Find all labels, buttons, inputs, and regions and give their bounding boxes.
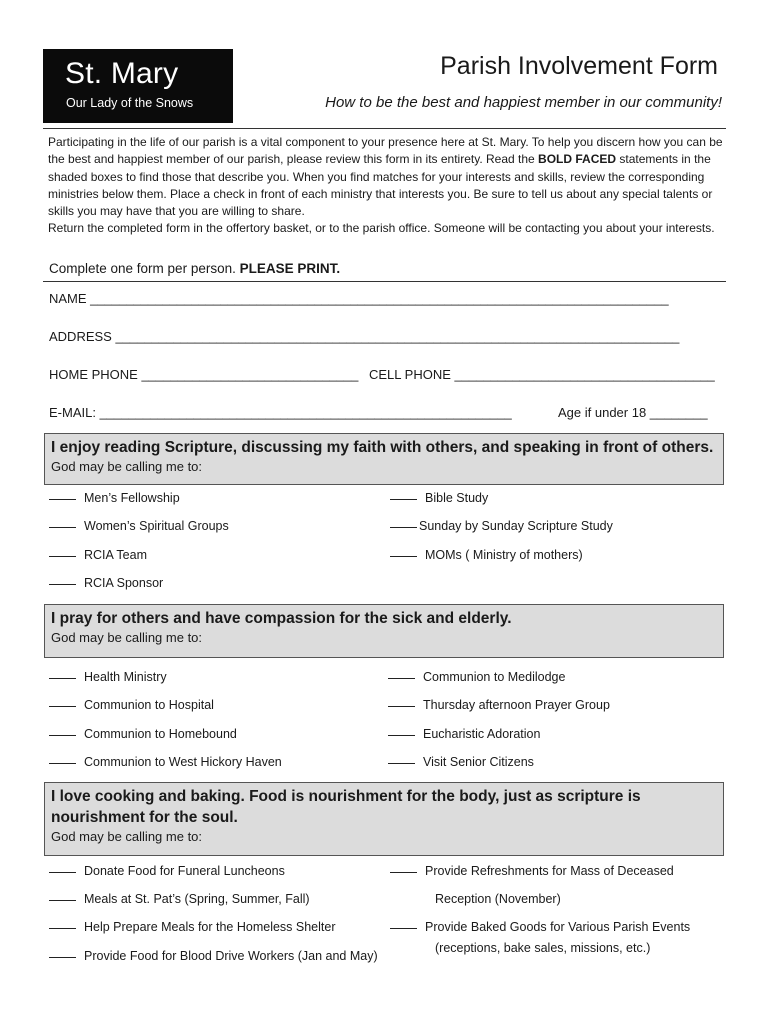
check-blank[interactable] bbox=[49, 499, 76, 500]
section-scripture bbox=[44, 433, 724, 485]
ministry-label: Communion to Medilodge bbox=[423, 670, 566, 684]
bold-faced-label: BOLD FACED bbox=[538, 152, 617, 167]
check-blank[interactable] bbox=[49, 900, 76, 901]
ministry-item[interactable] bbox=[49, 576, 163, 590]
intro-paragraph-1 bbox=[48, 134, 728, 220]
ministry-item[interactable] bbox=[49, 949, 378, 963]
section-prayer bbox=[44, 604, 724, 658]
ministry-label-continuation: Reception (November) bbox=[435, 892, 561, 906]
parish-logo-box bbox=[43, 49, 233, 123]
ministry-item[interactable] bbox=[388, 727, 540, 741]
cell-phone-field[interactable]: CELL PHONE ____________________________________ bbox=[369, 367, 715, 382]
form-subtitle: How to be the best and happiest member in our community! bbox=[325, 94, 722, 111]
check-blank[interactable] bbox=[49, 735, 76, 736]
ministry-label: Communion to Hospital bbox=[84, 698, 214, 712]
check-blank[interactable] bbox=[49, 527, 76, 528]
check-blank[interactable] bbox=[49, 928, 76, 929]
check-blank[interactable] bbox=[388, 706, 415, 707]
ministry-label: Provide Baked Goods for Various Parish Events bbox=[425, 920, 691, 934]
intro-text bbox=[48, 134, 728, 238]
ministry-label: Bible Study bbox=[425, 491, 489, 505]
ministry-item[interactable] bbox=[390, 548, 583, 562]
ministry-item[interactable] bbox=[49, 670, 167, 684]
check-blank[interactable] bbox=[390, 872, 417, 873]
ministry-item[interactable] bbox=[49, 755, 282, 769]
ministry-label: Health Ministry bbox=[84, 670, 167, 684]
ministry-label: Provide Refreshments for Mass of Deceased bbox=[425, 864, 674, 878]
check-blank[interactable] bbox=[390, 499, 417, 500]
ministry-label: Communion to Homebound bbox=[84, 727, 237, 741]
one-form-note bbox=[49, 261, 340, 276]
section-subtitle: God may be calling me to: bbox=[51, 630, 203, 645]
check-blank[interactable] bbox=[49, 763, 76, 764]
ministry-item[interactable] bbox=[49, 920, 336, 934]
name-field[interactable]: NAME ________________________________________________________________________________ bbox=[49, 291, 669, 306]
ministry-item[interactable] bbox=[388, 698, 610, 712]
check-blank[interactable] bbox=[49, 584, 76, 585]
home-phone-field[interactable]: HOME PHONE ______________________________ bbox=[49, 367, 359, 382]
ministry-label: Provide Food for Blood Drive Workers (Jan and May) bbox=[84, 949, 378, 963]
form-title: Parish Involvement Form bbox=[440, 52, 718, 80]
ministry-label: Donate Food for Funeral Luncheons bbox=[84, 864, 285, 878]
check-blank[interactable] bbox=[390, 527, 417, 528]
check-blank[interactable] bbox=[388, 735, 415, 736]
ministry-item[interactable] bbox=[388, 755, 534, 769]
check-blank[interactable] bbox=[49, 872, 76, 873]
ministry-item[interactable] bbox=[390, 920, 690, 934]
check-blank[interactable] bbox=[390, 928, 417, 929]
check-blank[interactable] bbox=[388, 678, 415, 679]
intro-divider bbox=[43, 281, 726, 282]
parish-subtitle: Our Lady of the Snows bbox=[66, 96, 194, 110]
check-blank[interactable] bbox=[49, 706, 76, 707]
ministry-label: Help Prepare Meals for the Homeless Shelter bbox=[84, 920, 336, 934]
ministry-label: Visit Senior Citizens bbox=[423, 755, 534, 769]
section-title: I pray for others and have compassion for the sick and elderly. bbox=[51, 610, 512, 627]
section-cooking bbox=[44, 782, 724, 856]
intro-text-a: Participating in the life of our parish is a vital component to your presence here at St. Mary. To help you discern how you can be the best and happiest member of our parish, please review this form in its entirety. Read the bbox=[48, 135, 723, 167]
ministry-item[interactable] bbox=[49, 864, 285, 878]
section-subtitle: God may be calling me to: bbox=[51, 459, 203, 474]
intro-text-b: statements in the shaded boxes to find those that describe you. When you find matches for your interests and skills, review the corresponding ministries below them. Place a check in front of each ministry that interests you. Be sure to tell us about any special talents or skills you may have that you are willing to share. bbox=[48, 152, 713, 219]
section-title: I enjoy reading Scripture, discussing my faith with others, and speaking in front of others. bbox=[51, 439, 714, 456]
ministry-item[interactable] bbox=[390, 519, 613, 533]
section-title: I love cooking and baking. Food is nourishment for the body, just as scripture is nourishment for the soul. bbox=[51, 788, 641, 826]
ministry-item[interactable] bbox=[49, 892, 310, 906]
ministry-item[interactable] bbox=[49, 727, 237, 741]
ministry-item[interactable] bbox=[390, 864, 674, 878]
check-blank[interactable] bbox=[49, 678, 76, 679]
ministry-label: MOMs ( Ministry of mothers) bbox=[425, 548, 583, 562]
ministry-label: Women’s Spiritual Groups bbox=[84, 519, 229, 533]
ministry-label: Thursday afternoon Prayer Group bbox=[423, 698, 610, 712]
email-field[interactable]: E-MAIL: _________________________________________________________ bbox=[49, 405, 512, 420]
ministry-item[interactable] bbox=[390, 491, 488, 505]
check-blank[interactable] bbox=[49, 556, 76, 557]
check-blank[interactable] bbox=[388, 763, 415, 764]
one-form-text: Complete one form per person. bbox=[49, 261, 236, 276]
ministry-label: RCIA Team bbox=[84, 548, 147, 562]
ministry-item[interactable] bbox=[49, 491, 180, 505]
check-blank[interactable] bbox=[49, 957, 76, 958]
ministry-item[interactable] bbox=[49, 519, 229, 533]
ministry-item[interactable] bbox=[49, 548, 147, 562]
parish-name: St. Mary bbox=[65, 57, 179, 90]
check-blank[interactable] bbox=[390, 556, 417, 557]
ministry-label: Communion to West Hickory Haven bbox=[84, 755, 282, 769]
address-field[interactable]: ADDRESS ______________________________________________________________________________ bbox=[49, 329, 680, 344]
ministry-item[interactable] bbox=[49, 698, 214, 712]
section-subtitle: God may be calling me to: bbox=[51, 829, 203, 844]
intro-paragraph-2: Return the completed form in the offertory basket, or to the parish office. Someone will be contacting you about your interests. bbox=[48, 221, 715, 236]
ministry-label-continuation: (receptions, bake sales, missions, etc.) bbox=[435, 941, 651, 955]
ministry-label: Men’s Fellowship bbox=[84, 491, 180, 505]
header-divider bbox=[43, 128, 726, 129]
ministry-label: RCIA Sponsor bbox=[84, 576, 164, 590]
age-field[interactable]: Age if under 18 ________ bbox=[558, 405, 708, 420]
please-print-text: PLEASE PRINT. bbox=[239, 261, 341, 276]
ministry-label: Meals at St. Pat’s (Spring, Summer, Fall) bbox=[84, 892, 310, 906]
ministry-label: Eucharistic Adoration bbox=[423, 727, 541, 741]
ministry-item[interactable] bbox=[388, 670, 565, 684]
ministry-label: Sunday by Sunday Scripture Study bbox=[419, 519, 613, 533]
